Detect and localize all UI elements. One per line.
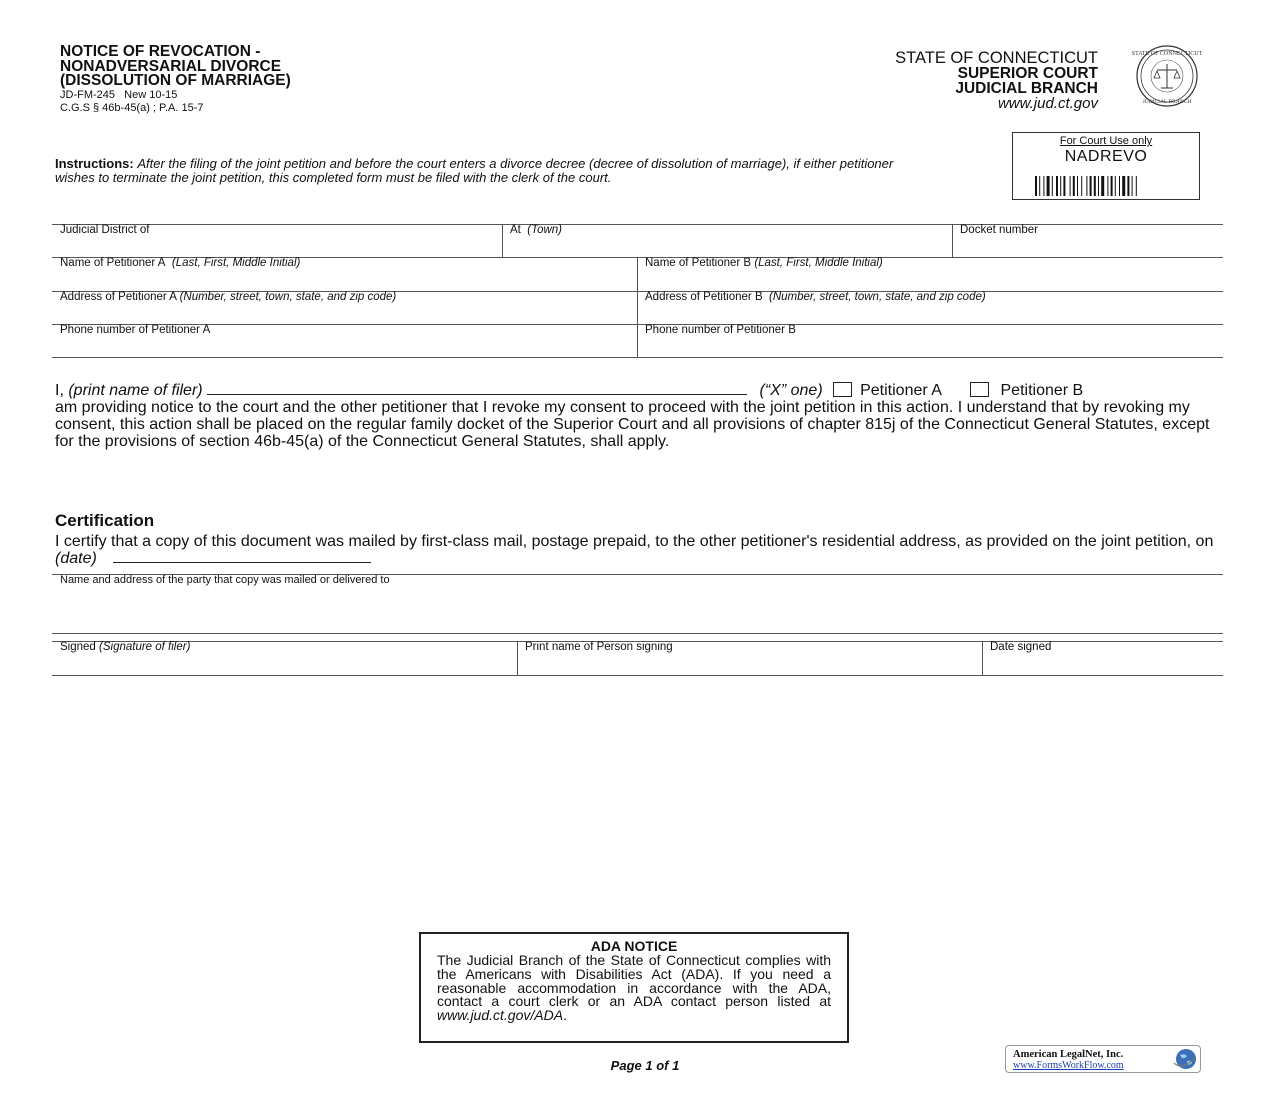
- declaration: [55, 382, 1215, 450]
- mailed-to-label: Name and address of the party that copy was mailed or delivered to: [60, 574, 390, 586]
- barcode-bar: [1043, 176, 1044, 196]
- barcode-bar: [1077, 176, 1078, 196]
- mailed-to-field[interactable]: [60, 574, 390, 586]
- signature-divider-1: [517, 641, 518, 675]
- statute-reference: C.G.S § 46b-45(a) ; P.A. 15-7: [60, 101, 204, 114]
- petitioner-a-option-label: Petitioner A: [860, 382, 942, 399]
- barcode-bar: [1060, 176, 1061, 196]
- date-signed-label: Date signed: [990, 641, 1052, 653]
- state-name: STATE OF CONNECTICUT: [895, 49, 1098, 67]
- form-title: [60, 45, 291, 89]
- court-website-link[interactable]: www.jud.ct.gov: [997, 95, 1098, 112]
- title-line-3: (DISSOLUTION OF MARRIAGE): [60, 72, 291, 89]
- barcode-icon: [1035, 176, 1177, 196]
- certification-heading: Certification: [55, 511, 155, 530]
- judicial-seal-icon: [1113, 44, 1221, 108]
- court-use-label: For Court Use only: [1059, 135, 1153, 147]
- petitioner-a-checkbox[interactable]: [833, 382, 852, 397]
- signed-hint: (Signature of filer): [99, 641, 191, 653]
- ada-period: .: [563, 1007, 567, 1024]
- declaration-body: am providing notice to the court and the other petitioner that I revoke my consent to proceed with the joint petition in this action. I understand that by revoking my consent, this action shall be placed on the regular family docket of the Superior Court and all provisions of chapter 815j of the Connecticut General Statutes, except for the provisions of section 46b-45(a) of the Connecticut General Statutes, shall apply.: [55, 399, 1210, 450]
- barcode-bar: [1039, 176, 1040, 196]
- title-line-1: NOTICE OF REVOCATION -: [60, 43, 261, 60]
- petitioner-a-address-label: Address of Petitioner A: [60, 291, 177, 303]
- barcode-bar: [1119, 176, 1120, 196]
- signature-line-bottom: [52, 675, 1223, 676]
- petitioner-b-address-label: Address of Petitioner B: [645, 291, 763, 303]
- petitioner-b-name-hint: (Last, First, Middle Initial): [754, 257, 883, 269]
- ada-notice: [419, 932, 849, 1043]
- seal-text-top: STATE OF CONNECTICUT: [1131, 51, 1203, 57]
- judicial-district-field[interactable]: [60, 224, 149, 236]
- seal-text-bottom: JUDICIAL BRANCH: [1142, 99, 1192, 105]
- barcode-bar: [1122, 176, 1125, 196]
- signature-field[interactable]: [60, 641, 190, 653]
- signature-divider-2: [982, 641, 983, 675]
- petitioner-a-address-field[interactable]: [60, 291, 396, 303]
- x-one-hint: (“X” one): [759, 382, 823, 399]
- barcode-bar: [1090, 176, 1092, 196]
- barcode-bar: [1136, 176, 1137, 196]
- certification-date-hint: (date): [55, 550, 97, 567]
- grid-divider-2: [952, 224, 953, 258]
- form-number: JD-FM-245 New 10-15: [60, 89, 178, 101]
- court-use-code: NADREVO: [1064, 148, 1148, 165]
- barcode-bar: [1056, 176, 1058, 196]
- ada-text: The Judicial Branch of the State of Connecticut complies with the Americans with Disabilities Act (ADA). If you need a reasonable accommodation in accordance with the ADA, contact a court clerk or an ADA contact person listed at: [437, 952, 831, 1010]
- barcode-bar: [1107, 176, 1108, 196]
- publisher-badge[interactable]: [1005, 1045, 1201, 1073]
- town-label: At: [510, 224, 521, 236]
- instructions-text: After the filing of the joint petition and before the court enters a divorce decree (decree of dissolution of marriage), if either petitioner wishes to terminate the joint petition, this completed form must be filed with the clerk of the court.: [55, 156, 894, 185]
- instructions: [55, 157, 905, 184]
- barcode-bar: [1094, 176, 1096, 196]
- town-field[interactable]: [510, 224, 562, 236]
- filer-name-hint: (print name of filer): [68, 382, 203, 399]
- judicial-district-label: Judicial District of: [60, 224, 150, 236]
- petitioner-b-option-label: Petitioner B: [1000, 382, 1084, 399]
- docket-label: Docket number: [960, 224, 1038, 236]
- petitioner-b-phone-field[interactable]: [645, 324, 796, 336]
- signed-label: Signed: [60, 641, 96, 653]
- certification-date-input[interactable]: [113, 550, 371, 563]
- petitioner-b-address-field[interactable]: [645, 291, 986, 303]
- petitioner-b-address-hint: (Number, street, town, state, and zip code): [769, 291, 986, 303]
- petitioner-a-name-field[interactable]: [60, 257, 300, 269]
- petitioner-a-phone-field[interactable]: [60, 324, 210, 336]
- petitioner-a-name-label: Name of Petitioner A: [60, 257, 166, 269]
- globe-icon: [1172, 1047, 1198, 1071]
- barcode-bar: [1101, 176, 1104, 196]
- print-name-field[interactable]: [525, 641, 673, 653]
- grid-line-top: [52, 224, 1223, 225]
- barcode-bar: [1111, 176, 1113, 196]
- docket-field[interactable]: [960, 224, 1038, 236]
- petitioner-b-name-field[interactable]: [645, 257, 883, 269]
- date-signed-field[interactable]: [990, 641, 1051, 653]
- publisher-name: American LegalNet, Inc.: [1013, 1049, 1124, 1060]
- barcode-bar: [1035, 176, 1037, 196]
- petitioner-a-phone-label: Phone number of Petitioner A: [60, 324, 211, 336]
- publisher-link[interactable]: www.FormsWorkFlow.com: [1013, 1060, 1124, 1071]
- court-name: SUPERIOR COURT: [957, 65, 1098, 82]
- barcode-bar: [1052, 176, 1053, 196]
- barcode-bar: [1132, 176, 1133, 196]
- certification-text: [55, 533, 1225, 567]
- petitioner-b-checkbox[interactable]: [970, 382, 989, 397]
- ada-link[interactable]: www.jud.ct.gov/ADA: [437, 1007, 564, 1024]
- ada-text-block: [437, 954, 831, 1023]
- form-meta: [60, 89, 203, 114]
- barcode-bar: [1115, 176, 1116, 196]
- barcode-bar: [1063, 176, 1065, 196]
- barcode-bar: [1070, 176, 1071, 196]
- ada-heading: ADA NOTICE: [590, 938, 678, 954]
- barcode-bar: [1086, 176, 1087, 196]
- print-name-label: Print name of Person signing: [525, 641, 673, 653]
- filer-name-input[interactable]: [207, 382, 747, 395]
- court-use-box: [1012, 132, 1200, 200]
- declaration-line-1: [55, 382, 1215, 399]
- barcode-bar: [1073, 176, 1075, 196]
- court-header: [895, 51, 1098, 111]
- petitioner-a-address-hint: (Number, street, town, state, and zip code): [179, 291, 397, 303]
- grid-divider-1: [502, 224, 503, 258]
- barcode-bar: [1127, 176, 1129, 196]
- petitioner-b-name-label: Name of Petitioner B: [645, 257, 752, 269]
- grid-divider-3: [637, 257, 638, 358]
- mailed-line-bottom: [52, 633, 1223, 634]
- town-hint: (Town): [527, 224, 562, 236]
- petitioner-b-phone-label: Phone number of Petitioner B: [645, 324, 796, 336]
- page-number: Page 1 of 1: [610, 1058, 680, 1073]
- barcode-bar: [1098, 176, 1099, 196]
- certification-body: I certify that a copy of this document was mailed by first-class mail, postage prepaid, to the other petitioner's residential address, as provided on the joint petition, on: [55, 533, 1214, 550]
- branch-name: JUDICIAL BRANCH: [955, 80, 1098, 97]
- barcode-bar: [1047, 176, 1050, 196]
- barcode-bar: [1081, 176, 1082, 196]
- declaration-prefix: I,: [55, 382, 64, 399]
- title-line-2: NONADVERSARIAL DIVORCE: [60, 57, 282, 75]
- instructions-label: Instructions:: [55, 156, 134, 171]
- petitioner-a-name-hint: (Last, First, Middle Initial): [171, 257, 301, 269]
